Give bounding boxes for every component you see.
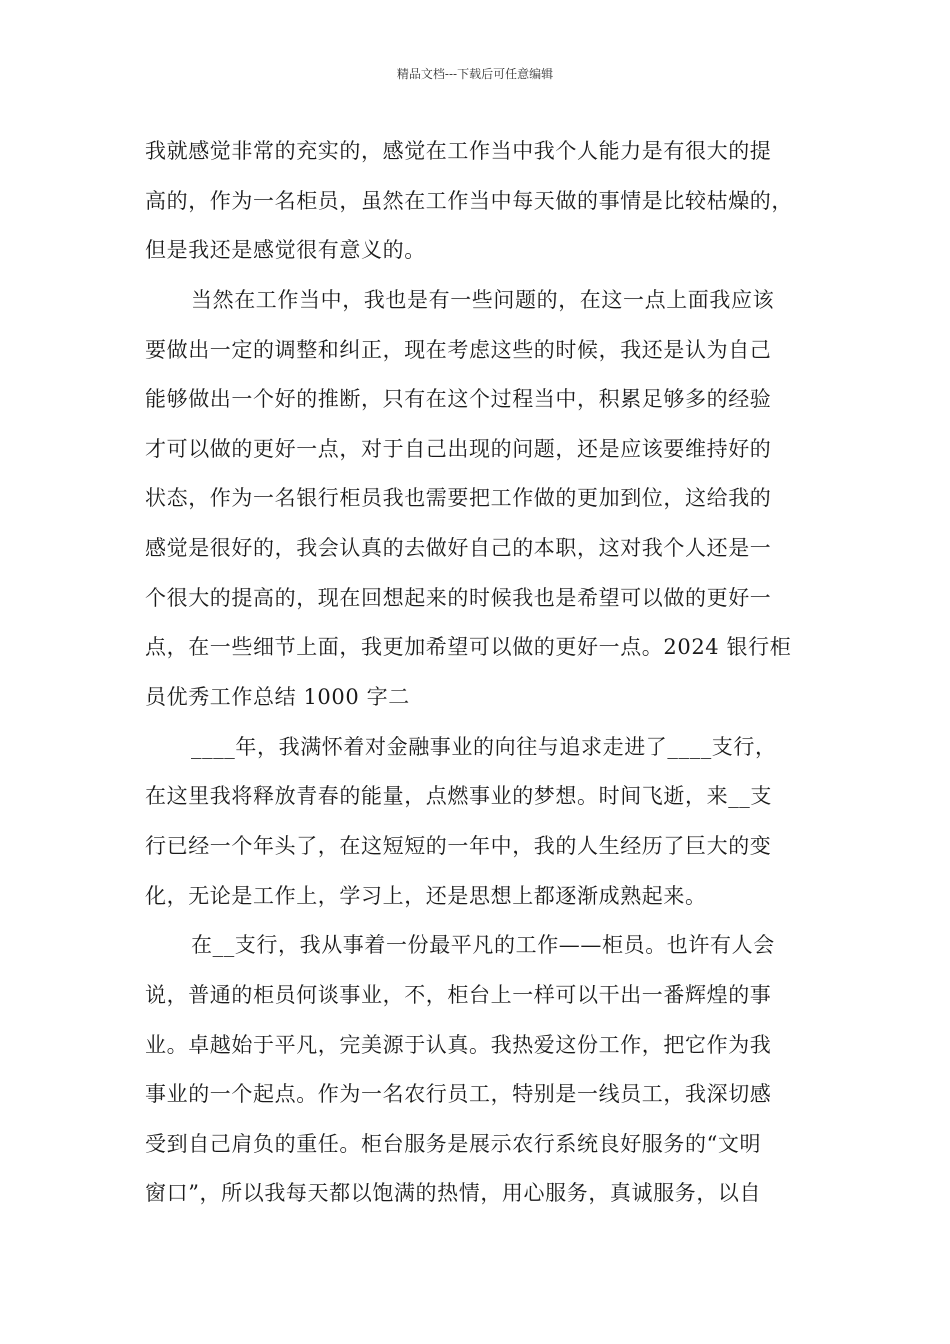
text-line: 化，无论是工作上，学习上，还是思想上都逐渐成熟起来。 [145, 883, 707, 908]
text-line: 说，普通的柜员何谈事业，不，柜台上一样可以干出一番辉煌的事 [145, 982, 772, 1007]
text-line: ____年，我满怀着对金融事业的向往与追求走进了____支行， [191, 734, 777, 759]
text-line: 在__支行，我从事着一份最平凡的工作——柜员。也许有人会 [191, 933, 775, 958]
text-line: 业。卓越始于平凡，完美源于认真。我热爱这份工作，把它作为我 [145, 1032, 772, 1057]
text-line: 个很大的提高的，现在回想起来的时候我也是希望可以做的更好一 [145, 585, 772, 610]
page-header-note: 精品文档---下载后可任意编辑 [396, 67, 554, 81]
text-line: 能够做出一个好的推断，只有在这个过程当中，积累足够多的经验 [145, 387, 772, 412]
text-line: 但是我还是感觉很有意义的。 [145, 238, 426, 263]
text-line: 在这里我将释放青春的能量，点燃事业的梦想。时间飞逝，来__支 [145, 784, 772, 809]
text-line: 行已经一个年头了，在这短短的一年中，我的人生经历了巨大的变 [145, 833, 772, 858]
body-text [145, 127, 825, 1219]
text-line: 感觉是很好的，我会认真的去做好自己的本职，这对我个人还是一 [145, 536, 772, 561]
text-line: 当然在工作当中，我也是有一些问题的，在这一点上面我应该 [191, 287, 775, 312]
text-line: 要做出一定的调整和纠正，现在考虑这些的时候，我还是认为自己 [145, 337, 772, 362]
text-line: 高的，作为一名柜员，虽然在工作当中每天做的事情是比较枯燥的， [145, 188, 793, 213]
text-line: 窗口”，所以我每天都以饱满的热情，用心服务，真诚服务，以自 [145, 1181, 762, 1206]
text-line: 员优秀工作总结 1000 字二 [145, 685, 410, 710]
text-line: 才可以做的更好一点，对于自己出现的问题，还是应该要维持好的 [145, 436, 772, 461]
text-line: 点，在一些细节上面，我更加希望可以做的更好一点。2024 银行柜 [145, 635, 792, 660]
text-line: 事业的一个起点。作为一名农行员工，特别是一线员工，我深切感 [145, 1082, 772, 1107]
text-line: 状态，作为一名银行柜员我也需要把工作做的更加到位，这给我的 [145, 486, 772, 511]
text-line: 我就感觉非常的充实的，感觉在工作当中我个人能力是有很大的提 [145, 139, 772, 163]
text-line: 受到自己肩负的重任。柜台服务是展示农行系统良好服务的“文明 [145, 1131, 762, 1156]
